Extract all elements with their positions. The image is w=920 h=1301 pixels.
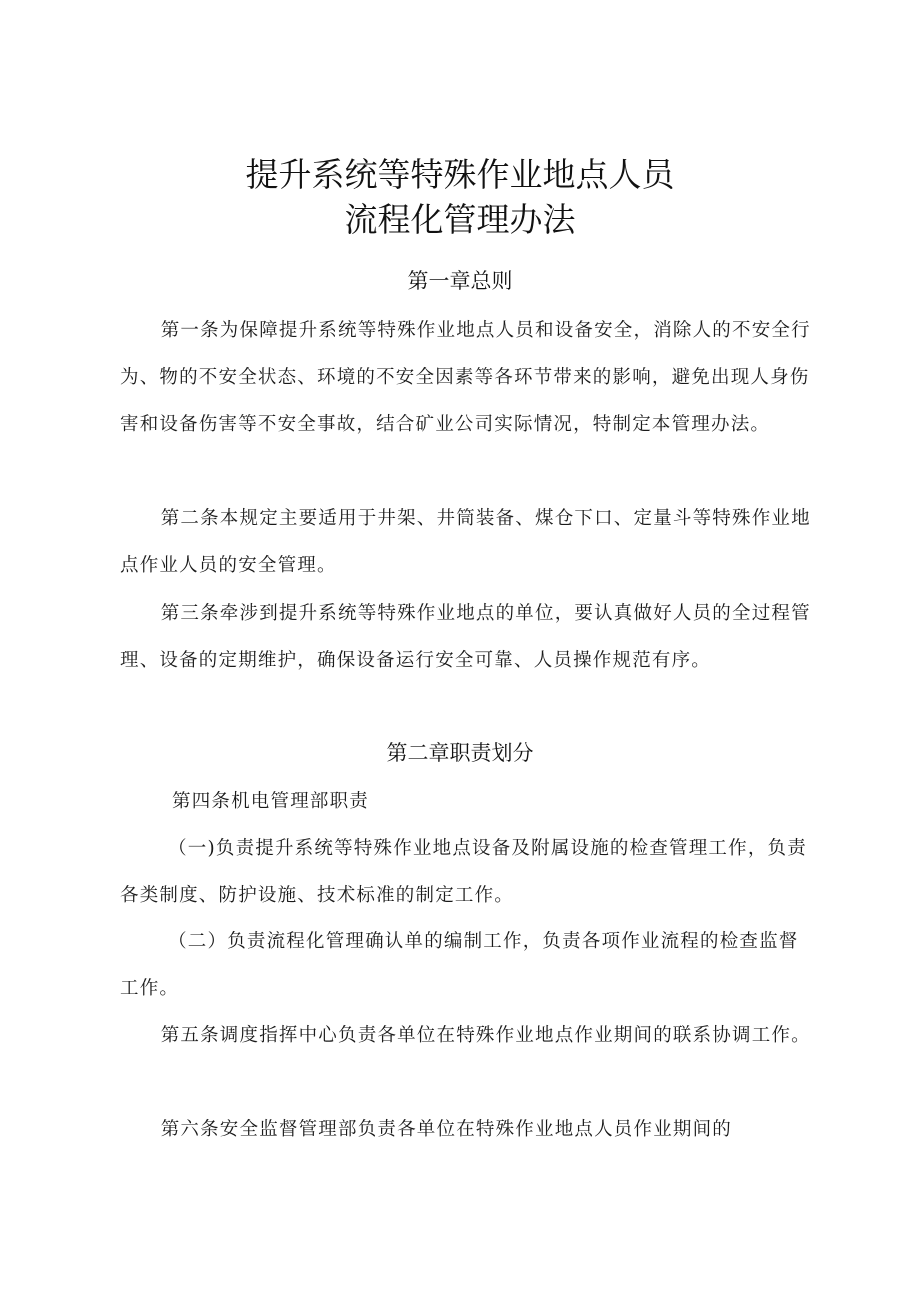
article-6-paragraph: 第六条安全监督管理部负责各单位在特殊作业地点人员作业期间的	[160, 1119, 732, 1140]
article-4-heading: 第四条机电管理部职责	[172, 791, 370, 812]
chapter-1-heading: 第一章总则	[407, 269, 513, 293]
article-5-paragraph: 第五条调度指挥中心负责各单位在特殊作业地点作业期间的联系协调工作。	[160, 1025, 811, 1046]
article-1-paragraph: 第一条为保障提升系统等特殊作业地点人员和设备安全，消除人的不安全行为、物的不安全状态、环境的不安全因素等各环节带来的影响，避免出现人身伤害和设备伤害等不安全事故，结合矿业公司实际情况，特制定本管理办法。	[120, 320, 811, 435]
document-title-line1: 提升系统等特殊作业地点人员	[245, 155, 675, 194]
article-4-item-2: （二）负责流程化管理确认单的编制工作，负责各项作业流程的检查监督工作。	[120, 931, 799, 999]
chapter-2-heading: 第二章职责划分	[386, 741, 534, 765]
article-4-item-1: （一)负责提升系统等特殊作业地点设备及附属设施的检查管理工作，负责各类制度、防护设施、技术标准的制定工作。	[120, 838, 807, 906]
document-title-line2: 流程化管理办法	[344, 200, 576, 239]
article-2-paragraph: 第二条本规定主要适用于井架、井筒装备、煤仓下口、定量斗等特殊作业地点作业人员的安全管理。	[120, 508, 811, 576]
article-3-paragraph: 第三条牵涉到提升系统等特殊作业地点的单位，要认真做好人员的全过程管理、设备的定期维护，确保设备运行安全可靠、人员操作规范有序。	[120, 603, 811, 671]
